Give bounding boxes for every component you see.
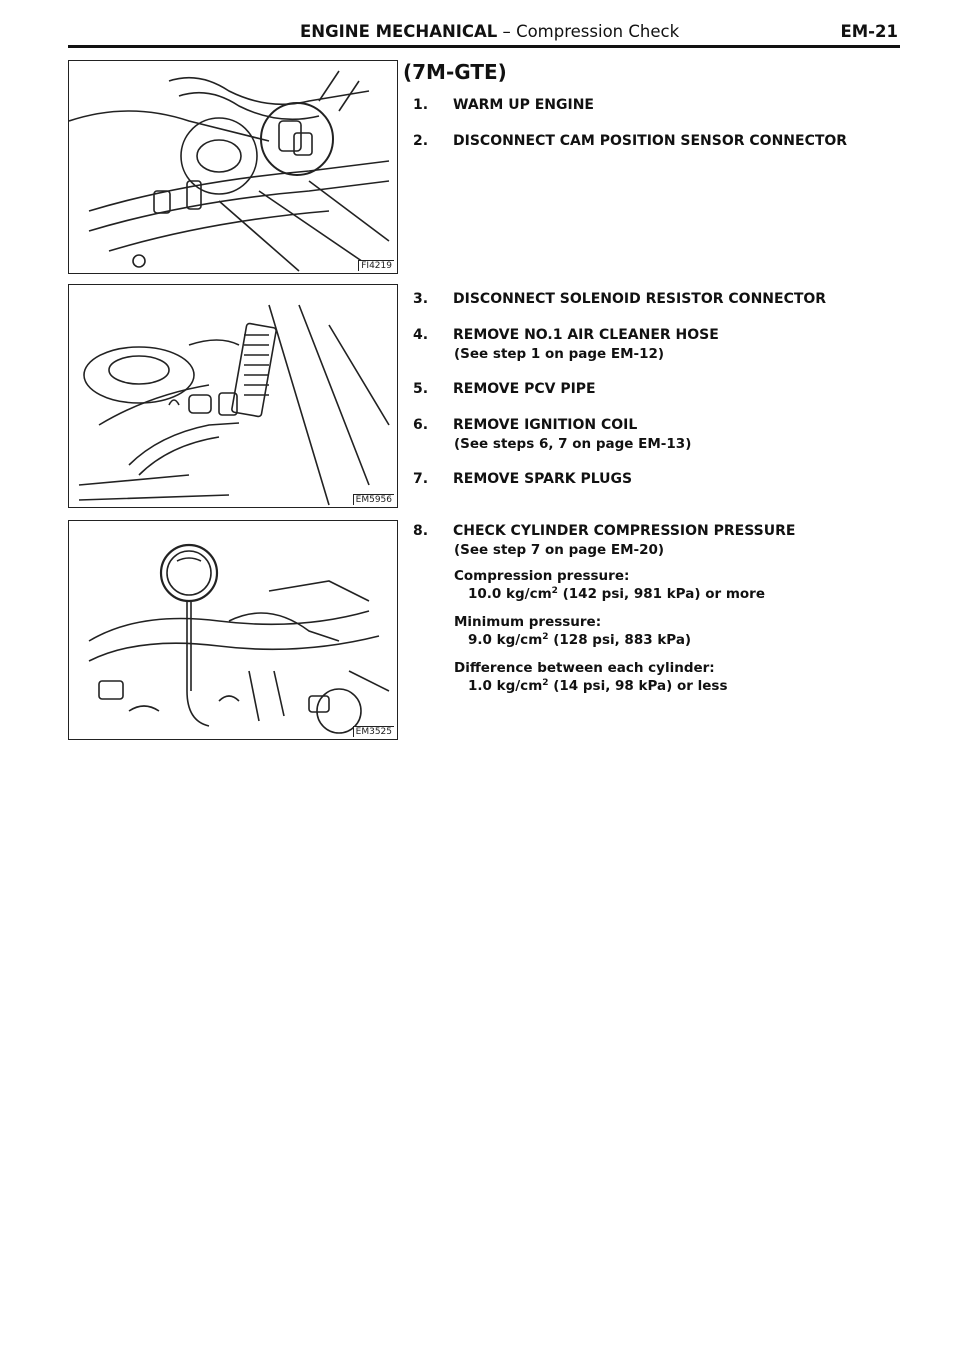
- header-title: [300, 22, 679, 41]
- step-1: 1. WARM UP ENGINE: [413, 97, 594, 113]
- spec-value-compression: 10.0 $kg/cm^2$ (142 psi, 981 kPa) or more: [468, 586, 765, 602]
- spec-value-difference: 1.0 $kg/cm^2$ (14 psi, 98 kPa) or less: [468, 678, 728, 694]
- spec-label-minimum: Minimum pressure:: [454, 614, 602, 630]
- step-7: 7. REMOVE SPARK PLUGS: [413, 471, 633, 487]
- step-6: 6. REMOVE IGNITION COIL: [413, 417, 638, 433]
- figure-compression-gauge: [68, 520, 398, 740]
- spec-label-difference: Difference between each cylinder:: [454, 660, 715, 676]
- cam-position-sensor-connector-illustration: [69, 61, 398, 274]
- figure-solenoid-resistor: [68, 284, 398, 508]
- figure-code: FI4219: [358, 260, 394, 271]
- step-8: 8. CHECK CYLINDER COMPRESSION PRESSURE: [413, 523, 796, 539]
- step-6-note: (See steps 6, 7 on page EM-13): [454, 436, 692, 452]
- step-5: 5. REMOVE PCV PIPE: [413, 381, 596, 397]
- header-section: ENGINE MECHANICAL: [300, 22, 498, 41]
- step-2: 2. DISCONNECT CAM POSITION SENSOR CONNECTOR: [413, 133, 848, 149]
- step-3: 3. DISCONNECT SOLENOID RESISTOR CONNECTOR: [413, 291, 827, 307]
- step-4: 4. REMOVE NO.1 AIR CLEANER HOSE: [413, 327, 719, 343]
- figure-cam-position-sensor: [68, 60, 398, 274]
- figure-code: EM3525: [353, 726, 394, 737]
- header-dash: –: [497, 22, 517, 41]
- header-subsection: Compression Check: [516, 22, 680, 41]
- section-title: (7M-GTE): [403, 60, 507, 84]
- spec-value-minimum: 9.0 $kg/cm^2$ (128 psi, 883 kPa): [468, 632, 692, 648]
- page-number: EM-21: [840, 22, 898, 41]
- header-rule: [68, 45, 900, 48]
- solenoid-resistor-connector-illustration: [69, 285, 398, 508]
- figure-code: EM5956: [353, 494, 394, 505]
- page-header: [68, 20, 900, 50]
- step-4-note: (See step 1 on page EM-12): [454, 346, 665, 362]
- step-8-note: (See step 7 on page EM-20): [454, 542, 665, 558]
- spec-label-compression: Compression pressure:: [454, 568, 630, 584]
- compression-gauge-illustration: [69, 521, 398, 740]
